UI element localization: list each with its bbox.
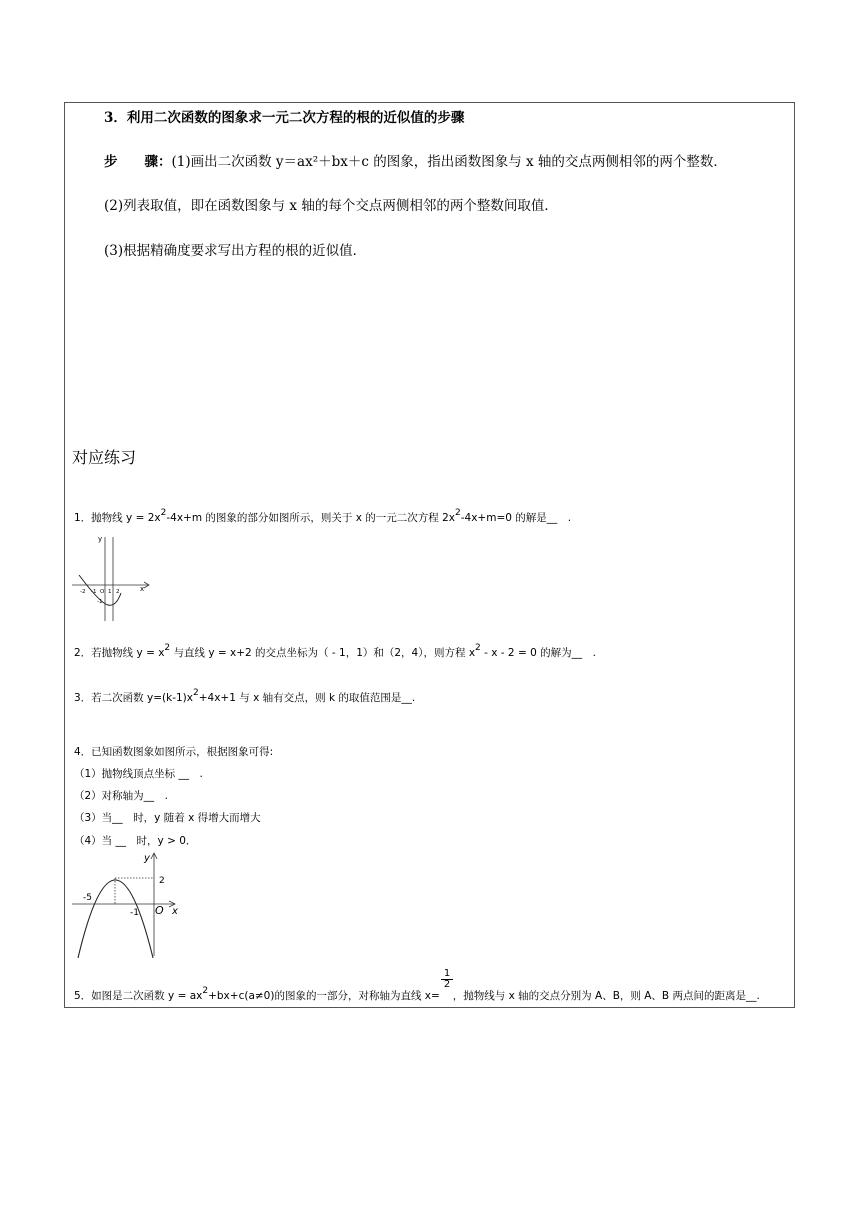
section-title: 3．利用二次函数的图象求一元二次方程的根的近似值的步骤 bbox=[104, 110, 465, 126]
fig1-label-y: y bbox=[98, 535, 103, 543]
fig1-label-2: 2 bbox=[116, 589, 120, 595]
q2-text-c: - x - 2 = 0 的解为__ . bbox=[480, 647, 596, 659]
question-4-part2: （2）对称轴为__ . bbox=[74, 790, 169, 802]
q5-sup: 2 bbox=[202, 986, 209, 996]
question-4-part3: （3）当__ 时，y 随着 x 得增大而增大 bbox=[74, 812, 261, 824]
fig1-label-neg2: -2 bbox=[80, 589, 86, 595]
q5-text-c: ，抛物线与 x 轴的交点分别为 A、B，则 A、B 两点间的距离是__. bbox=[452, 990, 760, 1002]
fig1-label-1: 1 bbox=[108, 589, 112, 595]
q5-text-b: +bx+c(a≠0)的图象的一部分，对称轴为直线 x= bbox=[208, 990, 440, 1002]
q3-sup: 2 bbox=[193, 688, 199, 698]
q1-sup-2: 2 bbox=[455, 508, 461, 518]
q3-text-b: +4x+1 与 x 轴有交点，则 k 的取值范围是__. bbox=[198, 692, 416, 704]
q5-fraction-numerator: 1 bbox=[443, 968, 451, 979]
parabola-figure-1 bbox=[70, 533, 154, 623]
question-1 bbox=[74, 508, 571, 525]
q1-sup-1: 2 bbox=[160, 508, 167, 518]
question-4-part1: （1）抛物线顶点坐标 __ . bbox=[74, 768, 203, 780]
question-4-intro: 4．已知函数图象如图所示，根据图象可得: bbox=[74, 746, 274, 758]
q2-text-b: 与直线 y = x+2 的交点坐标为（ - 1，1）和（2，4），则方程 x bbox=[170, 647, 476, 659]
fig2-parabola bbox=[78, 880, 153, 958]
step3-text: (3)根据精确度要求写出方程的根的近似值． bbox=[104, 243, 367, 259]
question-3 bbox=[74, 688, 415, 705]
fig2-label-2: 2 bbox=[159, 876, 165, 886]
parabola-figure-2 bbox=[70, 850, 185, 962]
question-2 bbox=[74, 643, 596, 660]
q5-fraction-denominator: 2 bbox=[441, 979, 453, 990]
step1-line bbox=[104, 150, 727, 170]
q3-text-a: 3．若二次函数 y=(k-1)x bbox=[74, 692, 193, 704]
q2-sup-1: 2 bbox=[164, 643, 171, 653]
steps-label: 步 骤： bbox=[104, 154, 172, 170]
fig1-label-x: x bbox=[140, 585, 145, 593]
fig2-label-y: y bbox=[144, 853, 150, 864]
q1-text-c: -4x+m=0 的解是__ . bbox=[460, 512, 572, 524]
q1-text-b: -4x+m 的图象的部分如图所示，则关于 x 的一元二次方程 2x bbox=[166, 512, 456, 524]
step2-text: (2)列表取值，即在函数图象与 x 轴的每个交点两侧相邻的两个整数间取值． bbox=[104, 198, 558, 214]
practice-heading: 对应练习 bbox=[72, 448, 137, 467]
question-4-part4: （4）当 __ 时，y > 0． bbox=[74, 835, 197, 847]
fig2-label-x: x bbox=[172, 906, 178, 917]
q5-text-a: 5．如图是二次函数 y = ax bbox=[74, 990, 203, 1002]
q2-text-a: 2．若抛物线 y = x bbox=[74, 647, 165, 659]
step1-text: (1)画出二次函数 y＝ax²＋bx＋c 的图象，指出函数图象与 x 轴的交点两侧相邻的两个整数． bbox=[171, 154, 727, 170]
fig1-label-origin: O bbox=[100, 589, 105, 595]
fig1-label-y-neg1: -1 bbox=[97, 599, 103, 605]
question-5 bbox=[74, 986, 760, 1003]
q1-text-a: 1．抛物线 y = 2x bbox=[74, 512, 161, 524]
fig2-label-neg5: -5 bbox=[83, 893, 92, 903]
q2-sup-2: 2 bbox=[475, 643, 481, 653]
fig2-label-neg1: -1 bbox=[130, 908, 139, 918]
fig1-label-neg1: -1 bbox=[91, 589, 97, 595]
fig2-label-origin: O bbox=[155, 904, 164, 917]
